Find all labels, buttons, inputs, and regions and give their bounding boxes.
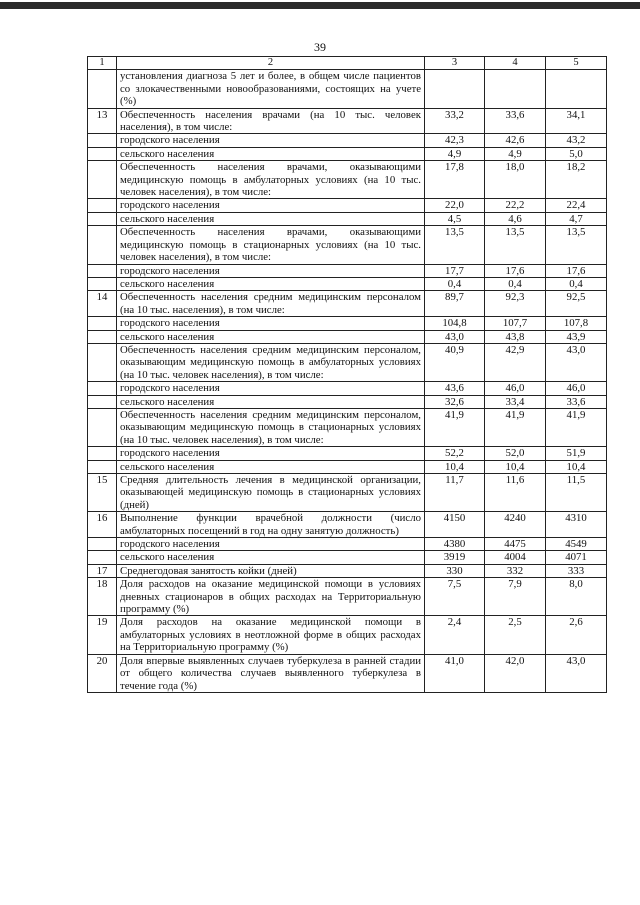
table-row — [88, 161, 607, 199]
row-label: сельского населения — [117, 212, 425, 225]
top-scan-border — [0, 2, 640, 9]
row-value-4: 10,4 — [485, 460, 546, 473]
table-row — [88, 226, 607, 264]
row-value-3: 104,8 — [425, 317, 485, 330]
row-label: Средняя длительность лечения в медицинской организации, оказывающей медицинскую помощь в стационарных условиях (дней) — [117, 474, 425, 512]
table-row — [88, 654, 607, 692]
row-label: сельского населения — [117, 551, 425, 564]
row-value-3: 43,6 — [425, 382, 485, 395]
row-label: Среднегодовая занятость койки (дней) — [117, 564, 425, 577]
row-number — [88, 551, 117, 564]
row-label: сельского населения — [117, 395, 425, 408]
row-number: 16 — [88, 512, 117, 538]
row-label: сельского населения — [117, 330, 425, 343]
row-number: 15 — [88, 474, 117, 512]
row-value-5: 4310 — [546, 512, 607, 538]
row-value-5: 43,0 — [546, 343, 607, 381]
table-row — [88, 578, 607, 616]
row-label: городского населения — [117, 317, 425, 330]
row-number — [88, 460, 117, 473]
row-value-4: 2,5 — [485, 616, 546, 654]
row-value-5: 10,4 — [546, 460, 607, 473]
table-row — [88, 343, 607, 381]
row-value-4: 4,9 — [485, 147, 546, 160]
row-label: Выполнение функции врачебной должности (число амбулаторных посещений в год на одну занятую должность) — [117, 512, 425, 538]
row-value-4: 43,8 — [485, 330, 546, 343]
row-value-5: 33,6 — [546, 395, 607, 408]
row-value-3: 41,0 — [425, 654, 485, 692]
row-label: Обеспеченность населения средним медицинским персоналом, оказывающим медицинскую помощь в стационарных условиях (на 10 тыс. человек населения), в том числе: — [117, 408, 425, 446]
row-value-4: 92,3 — [485, 291, 546, 317]
table-row — [88, 564, 607, 577]
row-number: 18 — [88, 578, 117, 616]
row-value-3: 32,6 — [425, 395, 485, 408]
row-value-3: 4150 — [425, 512, 485, 538]
row-value-4: 33,4 — [485, 395, 546, 408]
row-number — [88, 317, 117, 330]
table-row — [88, 512, 607, 538]
row-value-5 — [546, 70, 607, 108]
row-value-3: 330 — [425, 564, 485, 577]
row-label: Доля расходов на оказание медицинской помощи в амбулаторных условиях в неотложной форме в общих расходах на Территориальную программу (%) — [117, 616, 425, 654]
row-value-3: 52,2 — [425, 447, 485, 460]
row-value-3: 7,5 — [425, 578, 485, 616]
row-number — [88, 226, 117, 264]
row-value-4: 42,6 — [485, 134, 546, 147]
row-value-5: 5,0 — [546, 147, 607, 160]
row-number: 17 — [88, 564, 117, 577]
row-value-3: 2,4 — [425, 616, 485, 654]
row-value-3: 33,2 — [425, 108, 485, 134]
row-number — [88, 147, 117, 160]
row-value-5: 4549 — [546, 538, 607, 551]
row-value-5: 92,5 — [546, 291, 607, 317]
table-row — [88, 447, 607, 460]
row-value-5: 11,5 — [546, 474, 607, 512]
row-number — [88, 330, 117, 343]
row-value-4: 4240 — [485, 512, 546, 538]
row-value-3: 11,7 — [425, 474, 485, 512]
row-value-3: 42,3 — [425, 134, 485, 147]
header-col-4: 4 — [485, 57, 546, 70]
row-number — [88, 382, 117, 395]
table-row — [88, 395, 607, 408]
table-row — [88, 212, 607, 225]
row-value-5: 41,9 — [546, 408, 607, 446]
row-value-4: 4,6 — [485, 212, 546, 225]
table-row — [88, 134, 607, 147]
row-value-5: 43,2 — [546, 134, 607, 147]
row-value-3: 43,0 — [425, 330, 485, 343]
row-value-4: 7,9 — [485, 578, 546, 616]
row-number — [88, 199, 117, 212]
header-col-5: 5 — [546, 57, 607, 70]
row-value-4: 18,0 — [485, 161, 546, 199]
row-value-4: 11,6 — [485, 474, 546, 512]
row-value-4: 13,5 — [485, 226, 546, 264]
row-number — [88, 538, 117, 551]
row-value-3: 41,9 — [425, 408, 485, 446]
header-col-1: 1 — [88, 57, 117, 70]
table-row — [88, 147, 607, 160]
row-value-3 — [425, 70, 485, 108]
row-value-5: 18,2 — [546, 161, 607, 199]
table-row — [88, 551, 607, 564]
row-label: городского населения — [117, 538, 425, 551]
row-value-3: 4,9 — [425, 147, 485, 160]
row-value-3: 10,4 — [425, 460, 485, 473]
row-value-5: 43,0 — [546, 654, 607, 692]
table-row — [88, 70, 607, 108]
row-value-5: 51,9 — [546, 447, 607, 460]
row-value-3: 22,0 — [425, 199, 485, 212]
row-label: Доля расходов на оказание медицинской помощи в условиях дневных стационаров в общих расходах на Территориальную программу (%) — [117, 578, 425, 616]
row-number — [88, 447, 117, 460]
row-label: Обеспеченность населения врачами, оказывающими медицинскую помощь в амбулаторных условиях (на 10 тыс. человек населения), в том числе: — [117, 161, 425, 199]
row-value-5: 0,4 — [546, 277, 607, 290]
table-row — [88, 264, 607, 277]
row-value-5: 46,0 — [546, 382, 607, 395]
row-value-4: 33,6 — [485, 108, 546, 134]
row-value-5: 43,9 — [546, 330, 607, 343]
row-label: Обеспеченность населения врачами (на 10 тыс. человек населения), в том числе: — [117, 108, 425, 134]
row-value-3: 17,7 — [425, 264, 485, 277]
row-value-4: 42,9 — [485, 343, 546, 381]
row-value-4: 22,2 — [485, 199, 546, 212]
row-value-3: 0,4 — [425, 277, 485, 290]
row-number — [88, 277, 117, 290]
row-value-4: 4004 — [485, 551, 546, 564]
row-value-3: 4380 — [425, 538, 485, 551]
row-value-3: 4,5 — [425, 212, 485, 225]
row-value-4: 0,4 — [485, 277, 546, 290]
row-number — [88, 134, 117, 147]
row-value-5: 107,8 — [546, 317, 607, 330]
row-label: сельского населения — [117, 277, 425, 290]
row-label: городского населения — [117, 447, 425, 460]
row-label: установления диагноза 5 лет и более, в общем числе пациентов со злокачественными новообразованиями, состоящих на учете (%) — [117, 70, 425, 108]
table-row — [88, 382, 607, 395]
row-label: городского населения — [117, 199, 425, 212]
page-number: 39 — [314, 40, 326, 54]
row-number — [88, 264, 117, 277]
table-row — [88, 291, 607, 317]
row-value-5: 22,4 — [546, 199, 607, 212]
row-number — [88, 161, 117, 199]
table-row — [88, 199, 607, 212]
row-value-4: 46,0 — [485, 382, 546, 395]
row-value-3: 40,9 — [425, 343, 485, 381]
table-row — [88, 538, 607, 551]
row-value-4: 4475 — [485, 538, 546, 551]
row-value-3: 17,8 — [425, 161, 485, 199]
table-row — [88, 460, 607, 473]
row-number: 14 — [88, 291, 117, 317]
table-row — [88, 330, 607, 343]
row-label: сельского населения — [117, 147, 425, 160]
row-number — [88, 408, 117, 446]
row-number: 13 — [88, 108, 117, 134]
row-value-4: 107,7 — [485, 317, 546, 330]
table-row — [88, 108, 607, 134]
row-value-5: 17,6 — [546, 264, 607, 277]
row-value-3: 3919 — [425, 551, 485, 564]
row-label: городского населения — [117, 134, 425, 147]
table-row — [88, 277, 607, 290]
row-label: Обеспеченность населения средним медицинским персоналом, оказывающим медицинскую помощь в амбулаторных условиях (на 10 тыс. человек населения), в том числе: — [117, 343, 425, 381]
row-value-5: 4071 — [546, 551, 607, 564]
row-value-4: 17,6 — [485, 264, 546, 277]
row-value-4: 52,0 — [485, 447, 546, 460]
table-row — [88, 317, 607, 330]
row-number — [88, 395, 117, 408]
row-label: Доля впервые выявленных случаев туберкулеза в ранней стадии от общего количества случаев выявленного туберкулеза в течение года (%) — [117, 654, 425, 692]
row-value-5: 4,7 — [546, 212, 607, 225]
row-label: Обеспеченность населения врачами, оказывающими медицинскую помощь в стационарных условиях (на 10 тыс. человек населения), в том числе: — [117, 226, 425, 264]
row-number — [88, 343, 117, 381]
header-col-2: 2 — [117, 57, 425, 70]
row-value-4 — [485, 70, 546, 108]
table-row — [88, 408, 607, 446]
table-row — [88, 474, 607, 512]
row-label: городского населения — [117, 382, 425, 395]
row-number: 19 — [88, 616, 117, 654]
row-value-4: 42,0 — [485, 654, 546, 692]
row-value-5: 2,6 — [546, 616, 607, 654]
row-value-5: 333 — [546, 564, 607, 577]
row-value-3: 89,7 — [425, 291, 485, 317]
row-number — [88, 70, 117, 108]
row-label: сельского населения — [117, 460, 425, 473]
row-number: 20 — [88, 654, 117, 692]
table-row — [88, 616, 607, 654]
row-value-5: 8,0 — [546, 578, 607, 616]
row-value-3: 13,5 — [425, 226, 485, 264]
row-value-5: 34,1 — [546, 108, 607, 134]
header-col-3: 3 — [425, 57, 485, 70]
row-number — [88, 212, 117, 225]
header-row — [88, 57, 607, 70]
indicators-table — [87, 56, 607, 693]
row-label: Обеспеченность населения средним медицинским персоналом (на 10 тыс. населения), в том числе: — [117, 291, 425, 317]
row-value-4: 332 — [485, 564, 546, 577]
row-value-4: 41,9 — [485, 408, 546, 446]
row-value-5: 13,5 — [546, 226, 607, 264]
row-label: городского населения — [117, 264, 425, 277]
